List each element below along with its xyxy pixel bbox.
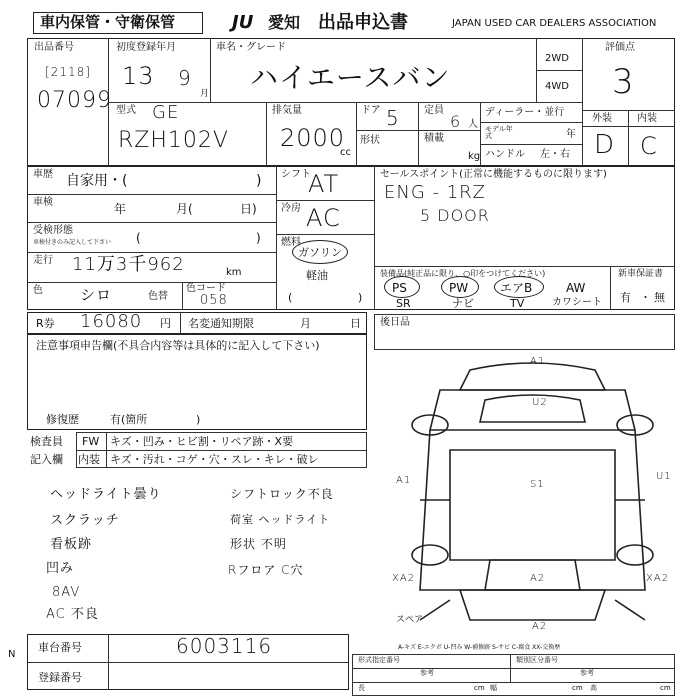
capacity-label: 定員 (424, 105, 444, 116)
equip-navi: ナビ (452, 297, 474, 310)
diagram-mark-8: XA2 (646, 573, 670, 584)
interior-value: C (640, 132, 658, 160)
hand-note-3: 看板跡 (50, 537, 93, 552)
transfer-open: ( (136, 231, 141, 245)
checker-fw-label: FW (82, 435, 100, 448)
name-change-day: 日 (350, 317, 361, 330)
equip-sr: SR (396, 297, 411, 310)
warranty-sep: ・ (640, 291, 651, 304)
equip-leather-seat: カワシート (552, 297, 602, 308)
equipment-label: 装備品(純正品に限り、○印をつけてください) (380, 269, 546, 278)
footer-height: 高 (590, 684, 597, 692)
fuel-gas: ガソリン (298, 246, 342, 259)
transfer-label: 受検形態 (33, 225, 73, 236)
ac-label: 冷房 (281, 203, 301, 214)
rating-value: 3 (612, 62, 635, 102)
title-badge-text: 車内保管・守衛保管 (40, 13, 176, 31)
name-change-label: 名変通知期限 (188, 317, 254, 330)
color-label: 色 (33, 285, 43, 296)
mileage-unit: km (226, 267, 242, 278)
lot-small: [2118] (45, 65, 91, 79)
capacity-unit: 人 (468, 119, 478, 130)
color-value: シロ (80, 286, 113, 304)
hand-note-5: 8AV (52, 585, 81, 600)
exterior-value: D (594, 130, 616, 160)
equip-aw: AW (566, 281, 586, 295)
transfer-sub: 車検付きのみ記入して下さい (33, 239, 112, 246)
doors-value: 5 (386, 106, 400, 130)
equip-airbag: エアB (500, 281, 533, 295)
mileage-value: 11万3千962 (72, 254, 185, 275)
diagram-legend: A-キズ E-エクボ U-凹み W-補修跡 S-サビ C-腐食 XX-交換歴 (398, 644, 561, 651)
shift-value: AT (308, 170, 340, 198)
inspection-day: 日) (240, 202, 257, 216)
interior-label: 内装 (637, 113, 657, 124)
association-name: JAPAN USED CAR DEALERS ASSOCIATION (452, 18, 657, 29)
warranty-label: 新車保証書 (618, 269, 664, 279)
lot-label: 出品番号 (34, 42, 74, 53)
displacement-value: 2000 (280, 124, 346, 152)
brand-logo: JU (232, 12, 254, 33)
hand-note-9: 形状 不明 (230, 537, 287, 551)
drive-2wd: 2WD (545, 53, 569, 64)
reg-label: 初度登録年月 (116, 42, 176, 53)
chassis-label: 車台番号 (38, 641, 82, 654)
hand-note-7: シフトロック不良 (230, 487, 334, 501)
diagram-mark-2: U2 (532, 397, 548, 408)
equip-airbag-circle (494, 276, 544, 298)
name-label: 車名・グレード (216, 42, 286, 53)
dealer-import-label: ディーラー・並行 (485, 107, 565, 118)
footer-length: 長 (358, 684, 365, 692)
mileage-label: 走行 (33, 255, 53, 266)
model-code: RZH102V (118, 128, 229, 153)
repair-value: 有(箇所 (110, 413, 148, 426)
diagram-mark-9: A2 (532, 621, 548, 632)
footer-cm-2: cm (572, 684, 583, 692)
repair-close: ) (196, 413, 201, 426)
warranty-yes: 有 (620, 291, 631, 304)
drive-4wd: 4WD (545, 81, 569, 92)
fuel-open: ( (288, 291, 293, 304)
repair-label: 修復歴 (46, 413, 79, 426)
fuel-close: ) (358, 291, 363, 304)
diagram-mark-3: A1 (396, 475, 412, 486)
diagram-spare: スペア (396, 615, 424, 625)
name-change-month: 月 (300, 317, 311, 330)
hand-note-2: スクラッチ (50, 513, 120, 528)
price-value: 16080 (80, 311, 143, 332)
checker-int-label: 内装 (78, 453, 100, 466)
hand-note-4: 凹み (46, 561, 75, 576)
reg-month-unit: 月 (200, 89, 210, 99)
footer-ref-2: 参考 (580, 669, 594, 677)
equip-pw-circle (441, 276, 479, 298)
doc-title: 出品申込書 (318, 12, 408, 33)
usage-close: ) (256, 173, 262, 189)
selling-points-label: セールスポイント(正常に機能するものに限ります) (380, 169, 607, 180)
name-value: ハイエースバン (250, 61, 451, 94)
footer-form-label: 形式指定番号 (358, 656, 400, 664)
equip-ps-circle (384, 276, 420, 298)
hand-note-8: 荷室 ヘッドライト (230, 513, 331, 526)
load-unit: kg (468, 151, 481, 162)
checker-int-items: キズ・汚れ・コゲ・穴・スレ・キレ・破レ (110, 453, 319, 466)
usage-value: 自家用・( (66, 173, 128, 189)
shape-label: 形状 (360, 135, 380, 146)
model-label: 型式 (116, 105, 136, 116)
ac-value: AC (306, 204, 341, 232)
chassis-value: 6003116 (176, 634, 273, 658)
model-grade: GE (152, 102, 180, 123)
model-year-label: モデル年式 (485, 125, 513, 140)
diagram-mark-1: A1 (530, 356, 546, 367)
footer-ref-1: 参考 (420, 669, 434, 677)
footer-cm-1: cm (474, 684, 485, 692)
fuel-diesel: 軽油 (306, 269, 328, 282)
reg-year: 13 (122, 62, 155, 90)
equip-ps: PS (392, 281, 407, 295)
checker-label-2: 記入欄 (30, 453, 63, 466)
footer-box (352, 654, 675, 696)
diagram-mark-5: U1 (656, 471, 672, 482)
brand-name: 愛知 (268, 13, 301, 32)
color-swap-label: 色替 (148, 291, 168, 302)
later-sheet-label: 後日品 (380, 317, 410, 328)
color-code-label: 色コード (186, 283, 226, 294)
usage-label: 車歴 (33, 169, 53, 180)
diagram-mark-7: A2 (530, 573, 546, 584)
diagram-mark-4: S1 (530, 479, 545, 490)
displacement-unit: cc (340, 147, 351, 158)
selling-point-2: 5 DOOR (420, 206, 490, 225)
displacement-label: 排気量 (272, 105, 302, 116)
checker-fw-items: キズ・凹み・ヒビ割・リペア跡・X要 (110, 435, 294, 448)
equip-pw: PW (449, 281, 469, 295)
transfer-close: ) (256, 231, 261, 245)
color-code-value: 058 (200, 293, 228, 308)
load-label: 積載 (424, 133, 444, 144)
price-unit: 円 (160, 317, 171, 330)
footer-class-label: 類別区分番号 (516, 656, 558, 664)
rating-label: 評価点 (605, 42, 635, 53)
reg-month: 9 (178, 66, 192, 90)
model-year-unit: 年 (566, 129, 576, 140)
inspection-year: 年 (114, 202, 127, 216)
footer-width: 幅 (490, 684, 497, 692)
inspection-month: 月( (176, 202, 193, 216)
exterior-label: 外装 (592, 113, 612, 124)
price-label: R券 (36, 317, 55, 330)
capacity-value: 6 (450, 112, 462, 131)
registration-label: 登録番号 (38, 671, 82, 684)
handle-options: 左・右 (540, 149, 570, 160)
doors-label: ドア (361, 105, 381, 116)
later-sheet-box (374, 314, 675, 350)
fuel-label: 燃料 (281, 237, 301, 248)
hand-note-1: ヘッドライト曇り (50, 487, 162, 502)
hand-note-6: AC 不良 (46, 607, 99, 622)
notes-label: 注意事項申告欄(不具合内容等は具体的に記入して下さい) (36, 339, 320, 352)
warranty-no: 無 (654, 291, 665, 304)
handle-label: ハンドル (485, 149, 525, 160)
diagram-mark-6: XA2 (392, 573, 416, 584)
inspection-label: 車検 (33, 197, 53, 208)
equip-tv: TV (510, 297, 525, 310)
footer-cm-3: cm (660, 684, 671, 692)
hand-note-10: Rフロア C穴 (228, 563, 304, 577)
lot-number: 07099 (37, 88, 112, 113)
checker-label-1: 検査員 (30, 435, 63, 448)
shift-label: シフト (281, 169, 311, 180)
corner-mark: N (8, 649, 16, 660)
selling-point-1: ENG - 1RZ (384, 182, 487, 203)
